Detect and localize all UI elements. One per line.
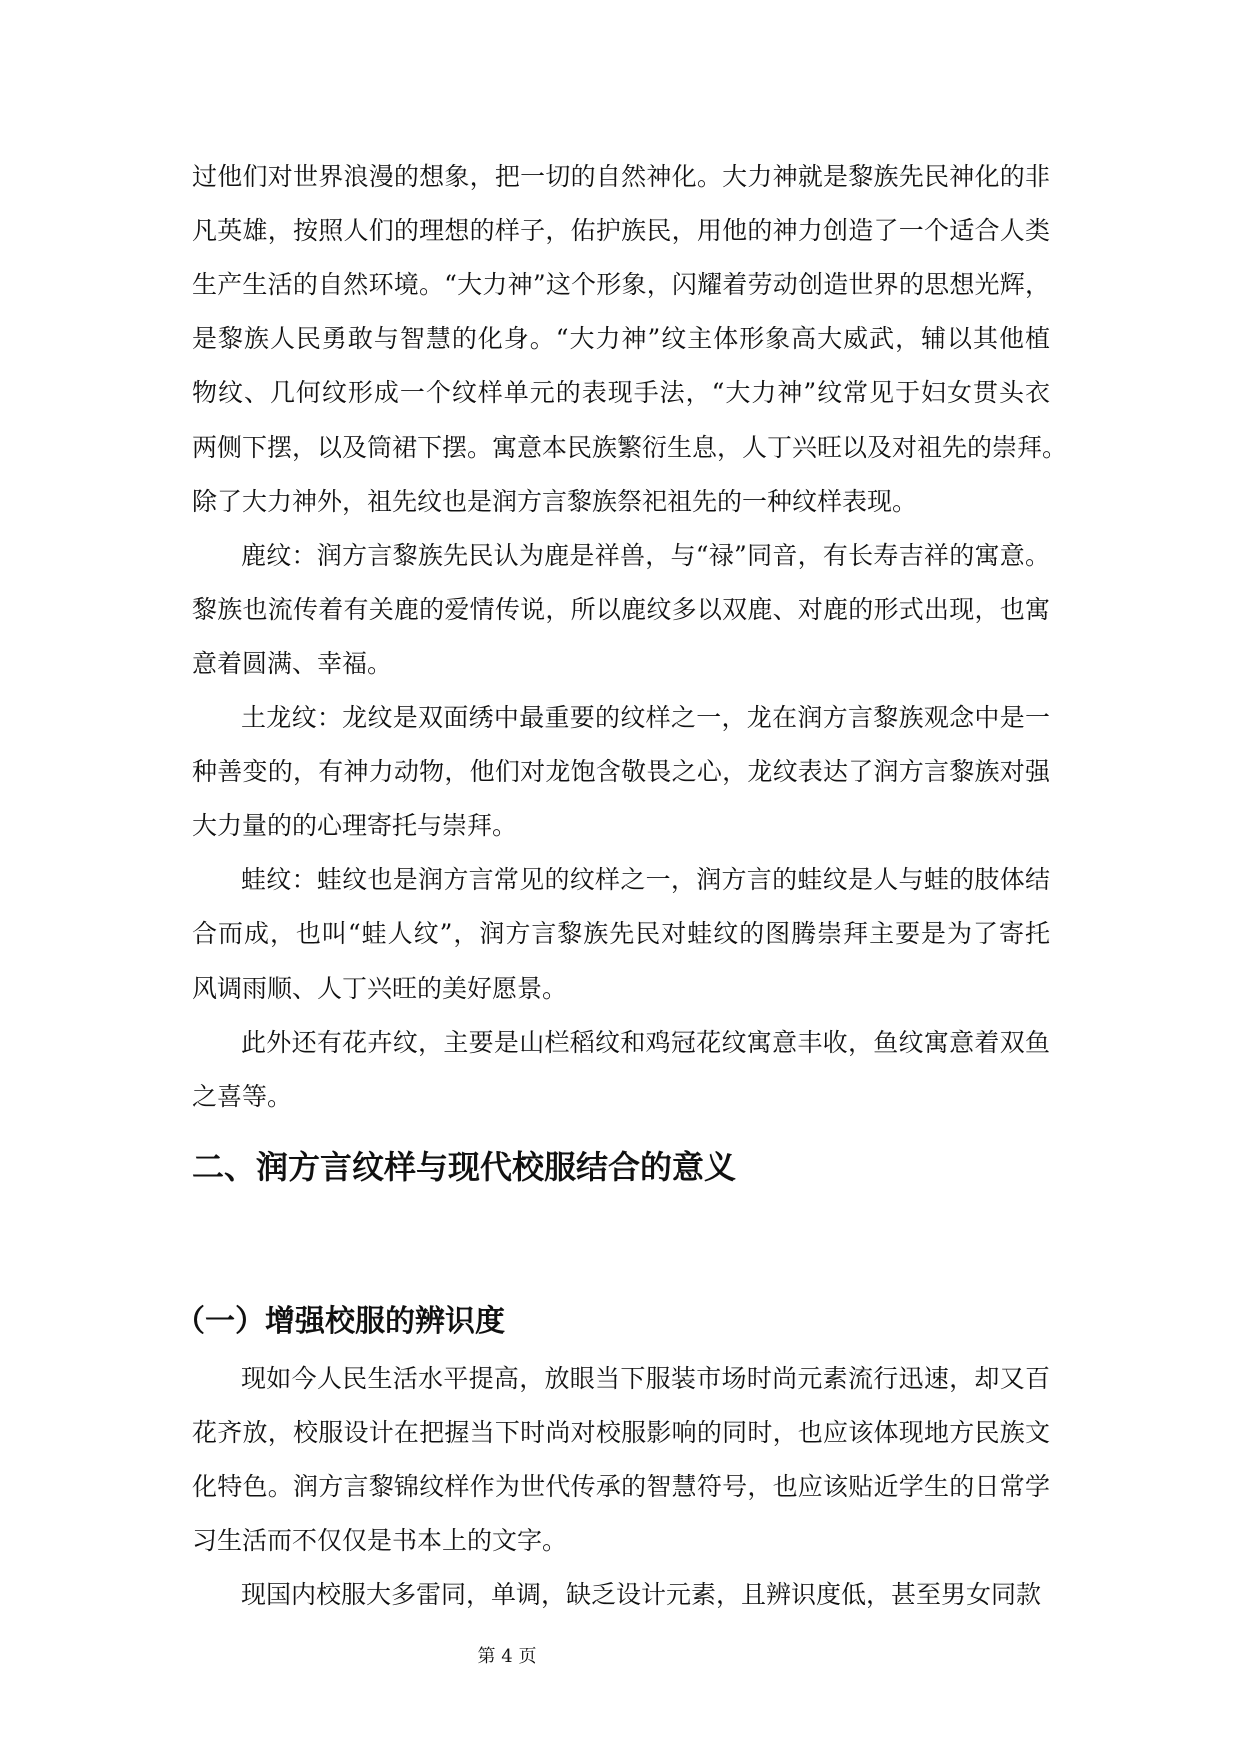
paragraph-line: 现国内校服大多雷同，单调，缺乏设计元素，且辨识度低，甚至男女同款 xyxy=(241,1580,1042,1610)
paragraph-line: 蛙纹：蛙纹也是润方言常见的纹样之一，润方言的蛙纹是人与蛙的肢体结 xyxy=(241,865,1050,895)
paragraph-line: 土龙纹：龙纹是双面绣中最重要的纹样之一，龙在润方言黎族观念中是一 xyxy=(241,703,1050,732)
paragraph-line: 之喜等。 xyxy=(192,1081,293,1111)
paragraph-line: 大力量的的心理寄托与崇拜。 xyxy=(192,811,518,841)
paragraph-line: 除了大力神外，祖先纹也是润方言黎族祭祀祖先的一种纹样表现。 xyxy=(192,486,918,516)
paragraph-line: 凡英雄，按照人们的理想的样子，佑护族民，用他的神力创造了一个适合人类 xyxy=(192,216,1050,246)
paragraph-line: 风调雨顺、人丁兴旺的美好愿景。 xyxy=(192,973,568,1003)
paragraph-line: 意着圆满、幸福。 xyxy=(192,648,393,678)
paragraph-line: 现如今人民生活水平提高，放眼当下服装市场时尚元素流行迅速，却又百 xyxy=(241,1364,1050,1393)
paragraph-line: 是黎族人民勇敢与智慧的化身。“大力神”纹主体形象高大威武，辅以其他植 xyxy=(192,324,1050,354)
paragraph-line: 鹿纹：润方言黎族先民认为鹿是祥兽，与“禄”同音，有长寿吉祥的寓意。 xyxy=(241,540,1050,570)
paragraph-line: 过他们对世界浪漫的想象，把一切的自然神化。大力神就是黎族先民神化的非 xyxy=(192,162,1050,191)
paragraph-line: 化特色。润方言黎锦纹样作为世代传承的智慧符号，也应该贴近学生的日常学 xyxy=(192,1472,1050,1502)
subsection-heading: （一）增强校服的辨识度 xyxy=(175,1304,505,1339)
paragraph-line: 物纹、几何纹形成一个纹样单元的表现手法，“大力神”纹常见于妇女贯头衣 xyxy=(192,378,1050,408)
section-heading: 二、润方言纹样与现代校服结合的意义 xyxy=(192,1148,737,1186)
page-number: 第 4 页 xyxy=(477,1646,537,1667)
paragraph-line: 黎族也流传着有关鹿的爱情传说，所以鹿纹多以双鹿、对鹿的形式出现，也寓 xyxy=(192,594,1050,624)
paragraph-line: 习生活而不仅仅是书本上的文字。 xyxy=(192,1526,568,1556)
paragraph-line: 此外还有花卉纹，主要是山栏稻纹和鸡冠花纹寓意丰收，鱼纹寓意着双鱼 xyxy=(241,1027,1050,1057)
paragraph-line: 花齐放，校服设计在把握当下时尚对校服影响的同时，也应该体现地方民族文 xyxy=(192,1418,1050,1448)
paragraph-line: 生产生活的自然环境。“大力神”这个形象，闪耀着劳动创造世界的思想光辉， xyxy=(192,270,1050,300)
paragraph-line: 种善变的，有神力动物，他们对龙饱含敬畏之心，龙纹表达了润方言黎族对强 xyxy=(192,757,1050,787)
paragraph-line: 合而成，也叫“蛙人纹”，润方言黎族先民对蛙纹的图腾崇拜主要是为了寄托 xyxy=(192,919,1050,949)
paragraph-line: 两侧下摆，以及筒裙下摆。寓意本民族繁衍生息，人丁兴旺以及对祖先的崇拜。 xyxy=(192,432,1068,462)
